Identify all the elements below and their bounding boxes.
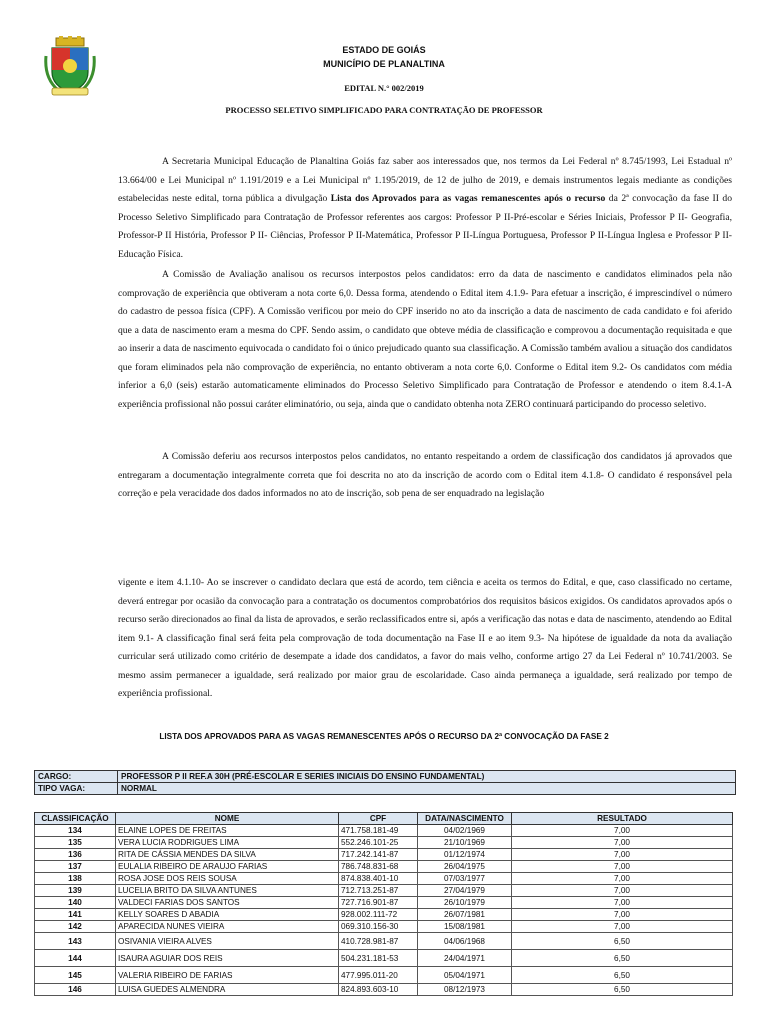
state-name: ESTADO DE GOIÁS — [342, 45, 426, 55]
table-row — [35, 950, 733, 967]
cell-data-nascimento: 04/06/1968 — [418, 933, 512, 950]
cell-data-nascimento: 27/04/1979 — [418, 885, 512, 897]
cargo-info-table — [34, 770, 736, 795]
table-row — [35, 909, 733, 921]
cell-cpf: 786.748.831-68 — [339, 861, 418, 873]
cell-classificacao: 136 — [35, 849, 116, 861]
table-row — [35, 967, 733, 984]
cell-classificacao: 144 — [35, 950, 116, 967]
approved-list-highlight: Lista dos Aprovados para as vagas remanescentes após o recurso — [330, 193, 606, 204]
cell-resultado: 7,00 — [512, 897, 733, 909]
cell-data-nascimento: 24/04/1971 — [418, 950, 512, 967]
cell-resultado: 7,00 — [512, 885, 733, 897]
cell-classificacao: 143 — [35, 933, 116, 950]
cell-classificacao: 137 — [35, 861, 116, 873]
cell-resultado: 6,50 — [512, 984, 733, 996]
cell-classificacao: 139 — [35, 885, 116, 897]
table-row — [35, 825, 733, 837]
edital-number: EDITAL N.° 002/2019 — [344, 83, 424, 93]
cell-cpf: 727.716.901-87 — [339, 897, 418, 909]
cell-resultado: 6,50 — [512, 933, 733, 950]
cell-cpf: 874.838.401-10 — [339, 873, 418, 885]
cell-nome: ELAINE LOPES DE FREITAS — [116, 825, 339, 837]
cell-classificacao: 145 — [35, 967, 116, 984]
list-title: LISTA DOS APROVADOS PARA AS VAGAS REMANESCENTES APÓS O RECURSO DA 2ª CONVOCAÇÃO DA FASE 2 — [159, 732, 609, 741]
cell-data-nascimento: 26/07/1981 — [418, 909, 512, 921]
table-row — [35, 933, 733, 950]
results-header-row — [35, 813, 733, 825]
cell-resultado: 7,00 — [512, 861, 733, 873]
table-row — [35, 837, 733, 849]
cell-classificacao: 142 — [35, 921, 116, 933]
cell-resultado: 7,00 — [512, 921, 733, 933]
cell-classificacao: 140 — [35, 897, 116, 909]
cell-nome: LUISA GUEDES ALMENDRA — [116, 984, 339, 996]
cell-cpf: 712.713.251-87 — [339, 885, 418, 897]
cargo-value: PROFESSOR P II REF.A 30H (PRÉ-ESCOLAR E SERIES INICIAIS DO ENSINO FUNDAMENTAL) — [118, 771, 736, 783]
cell-data-nascimento: 26/10/1979 — [418, 897, 512, 909]
cell-cpf: 824.893.603-10 — [339, 984, 418, 996]
cell-nome: EULALIA RIBEIRO DE ARAUJO FARIAS — [116, 861, 339, 873]
cell-data-nascimento: 08/12/1973 — [418, 984, 512, 996]
cell-nome: OSIVANIA VIEIRA ALVES — [116, 933, 339, 950]
cell-nome: ISAURA AGUIAR DOS REIS — [116, 950, 339, 967]
cell-cpf: 410.728.981-87 — [339, 933, 418, 950]
cell-nome: APARECIDA NUNES VIEIRA — [116, 921, 339, 933]
tipo-vaga-label: TIPO VAGA: — [35, 783, 118, 795]
col-header-classificacao: CLASSIFICAÇÃO — [35, 813, 116, 825]
cell-nome: RITA DE CÁSSIA MENDES DA SILVA — [116, 849, 339, 861]
cell-resultado: 7,00 — [512, 849, 733, 861]
cell-nome: KELLY SOARES D ABADIA — [116, 909, 339, 921]
cell-resultado: 7,00 — [512, 825, 733, 837]
cell-cpf: 552.246.101-25 — [339, 837, 418, 849]
table-row — [35, 861, 733, 873]
cell-data-nascimento: 04/02/1969 — [418, 825, 512, 837]
cell-data-nascimento: 26/04/1975 — [418, 861, 512, 873]
table-row — [35, 873, 733, 885]
cell-data-nascimento: 15/08/1981 — [418, 921, 512, 933]
cell-cpf: 477.995.011-20 — [339, 967, 418, 984]
cell-classificacao: 141 — [35, 909, 116, 921]
cell-data-nascimento: 05/04/1971 — [418, 967, 512, 984]
paragraph-commission-decision: A Comissão deferiu aos recursos interpostos pelos candidatos, no entanto respeitando a ordem de classificação dos candidatos já aprovados que entregaram a documentação integralmente correta que foi descrita no ato da inscrição de acordo com o Edital item 4.1.8- O candidato é responsável pela correção e pela veracidade dos dados informados no ato de inscrição, sob pena de ser enquadrado na legislação — [118, 451, 732, 499]
col-header-data-nascimento: DATA/NASCIMENTO — [418, 813, 512, 825]
cell-cpf: 928.002.111-72 — [339, 909, 418, 921]
cell-nome: VERA LUCIA RODRIGUES LIMA — [116, 837, 339, 849]
cell-cpf: 504.231.181-53 — [339, 950, 418, 967]
cell-nome: VALERIA RIBEIRO DE FARIAS — [116, 967, 339, 984]
cell-resultado: 7,00 — [512, 873, 733, 885]
cell-nome: ROSA JOSE DOS REIS SOUSA — [116, 873, 339, 885]
table-row — [35, 984, 733, 996]
cell-classificacao: 135 — [35, 837, 116, 849]
cell-data-nascimento: 01/12/1974 — [418, 849, 512, 861]
cell-nome: LUCELIA BRITO DA SILVA ANTUNES — [116, 885, 339, 897]
cell-data-nascimento: 21/10/1969 — [418, 837, 512, 849]
table-row — [35, 885, 733, 897]
cell-data-nascimento: 07/03/1977 — [418, 873, 512, 885]
table-row — [35, 921, 733, 933]
tipo-vaga-value: NORMAL — [118, 783, 736, 795]
cell-classificacao: 146 — [35, 984, 116, 996]
cell-resultado: 6,50 — [512, 950, 733, 967]
results-table — [34, 812, 733, 996]
cell-classificacao: 134 — [35, 825, 116, 837]
col-header-cpf: CPF — [339, 813, 418, 825]
cell-cpf: 717.242.141-87 — [339, 849, 418, 861]
cell-nome: VALDECI FARIAS DOS SANTOS — [116, 897, 339, 909]
col-header-nome: NOME — [116, 813, 339, 825]
paragraph-intro: A Secretaria Municipal Educação de Planaltina Goiás faz saber aos interessados que, nos termos da Lei Federal nº 8.745/1993, Lei Estadual nº 13.664/00 e Lei Municipal nº 1.191/2019 e a Lei Municipal nº 1.195/2019, de 12 de julho de 2019, e demais instrumentos legais mediante as condições estabelecidas neste edital, torna pública a divulgação Lista dos Aprovados para as vagas remanescentes após o recurso da 2ª convocação da fase II do Processo Seletivo Simplificado para Contratação de Professor referentes aos cargos: Professor P II-Pré-escolar e Séries Iniciais, Professor P II- Geografia, Professor-P II História, Professor P II- Ciências, Professor P II-Matemática, Professor P II-Língua Portuguesa, Professor P II-Língua Inglesa e Professor P II-Educação Física. — [118, 156, 732, 260]
cell-classificacao: 138 — [35, 873, 116, 885]
paragraph-rules: vigente e item 4.1.10- Ao se inscrever o candidato declara que está de acordo, tem ciência e aceita os termos do Edital, e que, caso classificado no certame, deverá entregar por ocasião da convocação para a contratação os documentos comprobatórios dos requisitos básicos exigidos. Os candidatos aprovados após o recurso serão direcionados ao final da lista de aprovados, e serão reclassificados entre si, após a verificação das notas e data de nascimento, atendendo ao Edital item 9.1- A classificação final será feita pela comprovação de toda documentação na Fase II e ao item 9.3- Na hipótese de igualdade da nota da avaliação curricular será utilizado como critério de desempate a idade dos candidatos, a favor do mais velho, conforme artigo 27 da Lei Federal nº 10.741/2003. Se mesmo assim permanecer a igualdade, será realizado por maior grau de escolaridade. Caso ainda permaneça a igualdade, será realizado por tempo de experiência profissional. — [118, 577, 732, 699]
cell-resultado: 7,00 — [512, 837, 733, 849]
paragraph-commission-analysis: A Comissão de Avaliação analisou os recursos interpostos pelos candidatos: erro da data de nascimento e candidatos eliminados pela não comprovação de experiência que obtiveram a nota corte 6,0. Dessa forma, atendendo o Edital item 4.1.9- Para efetuar a inscrição, é imprescindível o número do cadastro de pessoa física (CPF). A Comissão verificou por meio do CPF inserido no ato da inscrição a data de nascimento de cada candidato e foi aferido que a data de nascimento eram a mesma do CPF. Sendo assim, o candidato que obteve média de classificação e comprovou a documentação requisitada e que ao inserir a data de nascimento equivocada o candidato foi o único prejudicado quanto sua classificação. A Comissão também avaliou a situação dos candidatos que foram eliminados pela não comprovação de experiência, no entanto obtiveram a nota corte 6,0. Conforme o Edital item 9.2- Os candidatos com média inferior a 6,0 (seis) estarão automaticamente eliminados do Processo Seletivo Simplificado para Contratação de Professor e atendendo o item 8.4.1-A experiência profissional não possui caráter eliminatório, ou seja, ainda que o candidato obtenha nota ZERO continuará participando do processo seletivo. — [118, 269, 732, 410]
table-row — [35, 849, 733, 861]
table-row — [35, 897, 733, 909]
municipality-name: MUNICÍPIO DE PLANALTINA — [323, 59, 445, 69]
cell-resultado: 7,00 — [512, 909, 733, 921]
cargo-label: CARGO: — [35, 771, 118, 783]
cell-cpf: 471.758.181-49 — [339, 825, 418, 837]
col-header-resultado: RESULTADO — [512, 813, 733, 825]
cell-cpf: 069.310.156-30 — [339, 921, 418, 933]
cell-resultado: 6,50 — [512, 967, 733, 984]
process-title: PROCESSO SELETIVO SIMPLIFICADO PARA CONTRATAÇÃO DE PROFESSOR — [225, 105, 543, 115]
